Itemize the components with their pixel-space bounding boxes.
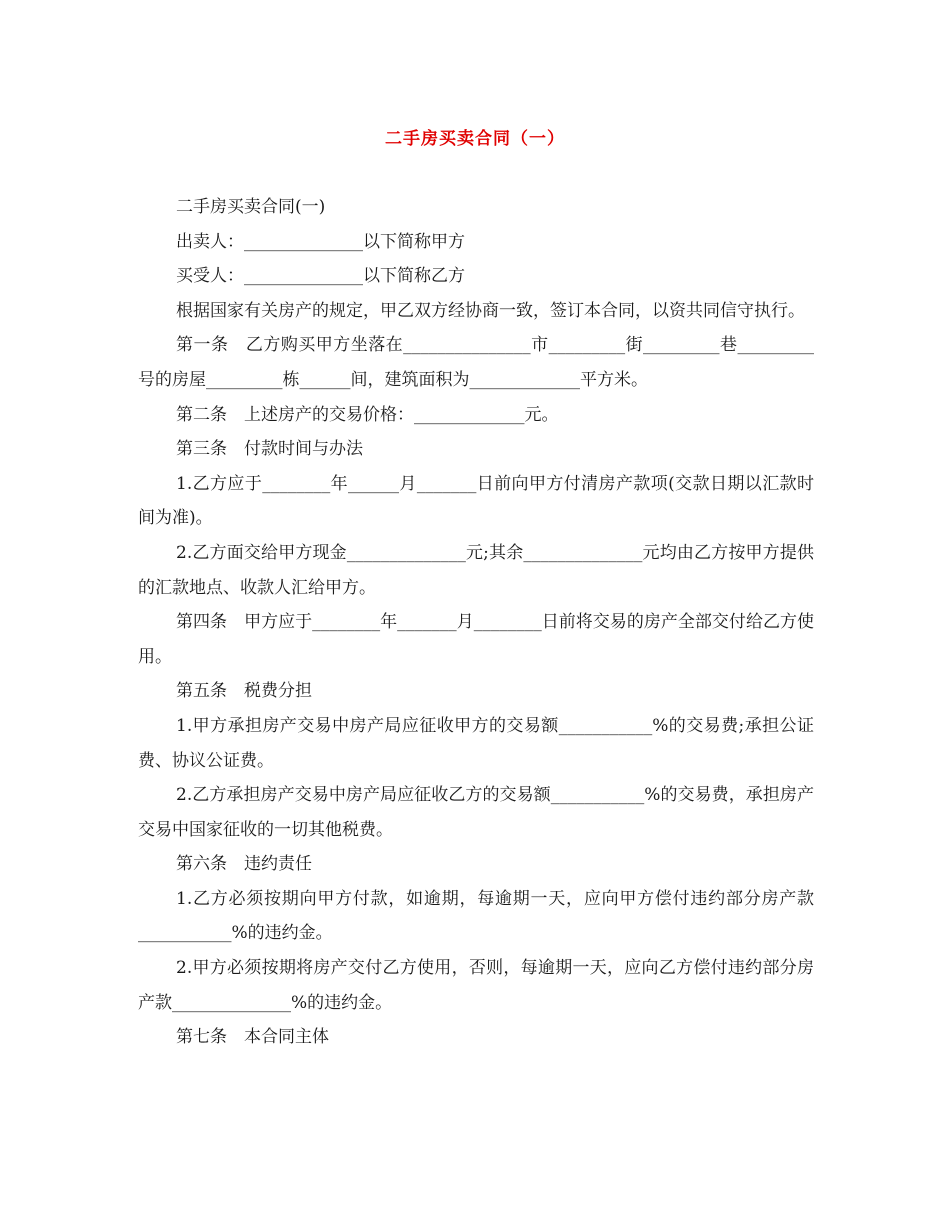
paragraph-article-5-item-2: 2.乙方承担房产交易中房产局应征收乙方的交易额___________%的交易费，承担房产交易中国家征收的一切其他税费。	[138, 785, 814, 840]
paragraph-article-3-item-2: 2.乙方面交给甲方现金______________元;其余______________元均由乙方按甲方提供的汇款地点、收款人汇给甲方。	[138, 542, 814, 598]
paragraph-article-2: 第二条 上述房产的交易价格：_____________元。	[176, 404, 559, 425]
paragraph-article-3: 第三条 付款时间与办法	[176, 439, 363, 460]
paragraph-article-6-item-2: 2.甲方必须按期将房产交付乙方使用，否则，每逾期一天，应向乙方偿付违约部分房产款______________%的违约金。	[138, 958, 814, 1013]
paragraph-article-4: 第四条 甲方应于________年_______月________日前将交易的房产全部交付给乙方使用。	[138, 612, 814, 667]
paragraph-preamble: 根据国家有关房产的规定，甲乙双方经协商一致，签订本合同，以资共同信守执行。	[176, 300, 805, 321]
paragraph-seller: 出卖人：______________以下简称甲方	[176, 231, 465, 252]
document-body	[138, 190, 814, 1055]
paragraph-article-7: 第七条 本合同主体	[176, 1027, 329, 1048]
paragraph-article-3-item-1: 1.乙方应于________年______月_______日前向甲方付清房产款项(交款日期以汇款时间为准)。	[138, 473, 814, 529]
document-title: 二手房买卖合同（一）	[385, 129, 565, 149]
paragraph-article-6: 第六条 违约责任	[176, 854, 312, 875]
paragraph-article-5: 第五条 税费分担	[176, 681, 312, 702]
paragraph-article-5-item-1: 1.甲方承担房产交易中房产局应征收甲方的交易额___________%的交易费;承担公证费、协议公证费。	[138, 715, 814, 771]
paragraph-article-1: 第一条 乙方购买甲方坐落在_______________市_________街_________巷_________号的房屋_________栋______间，建筑面积为_____________平方米。	[138, 335, 814, 390]
paragraph-heading: 二手房买卖合同(一)	[176, 197, 326, 217]
paragraph-buyer: 买受人：______________以下简称乙方	[176, 266, 465, 287]
paragraph-article-6-item-1: 1.乙方必须按期向甲方付款，如逾期，每逾期一天，应向甲方偿付违约部分房产款___________%的违约金。	[138, 888, 814, 944]
